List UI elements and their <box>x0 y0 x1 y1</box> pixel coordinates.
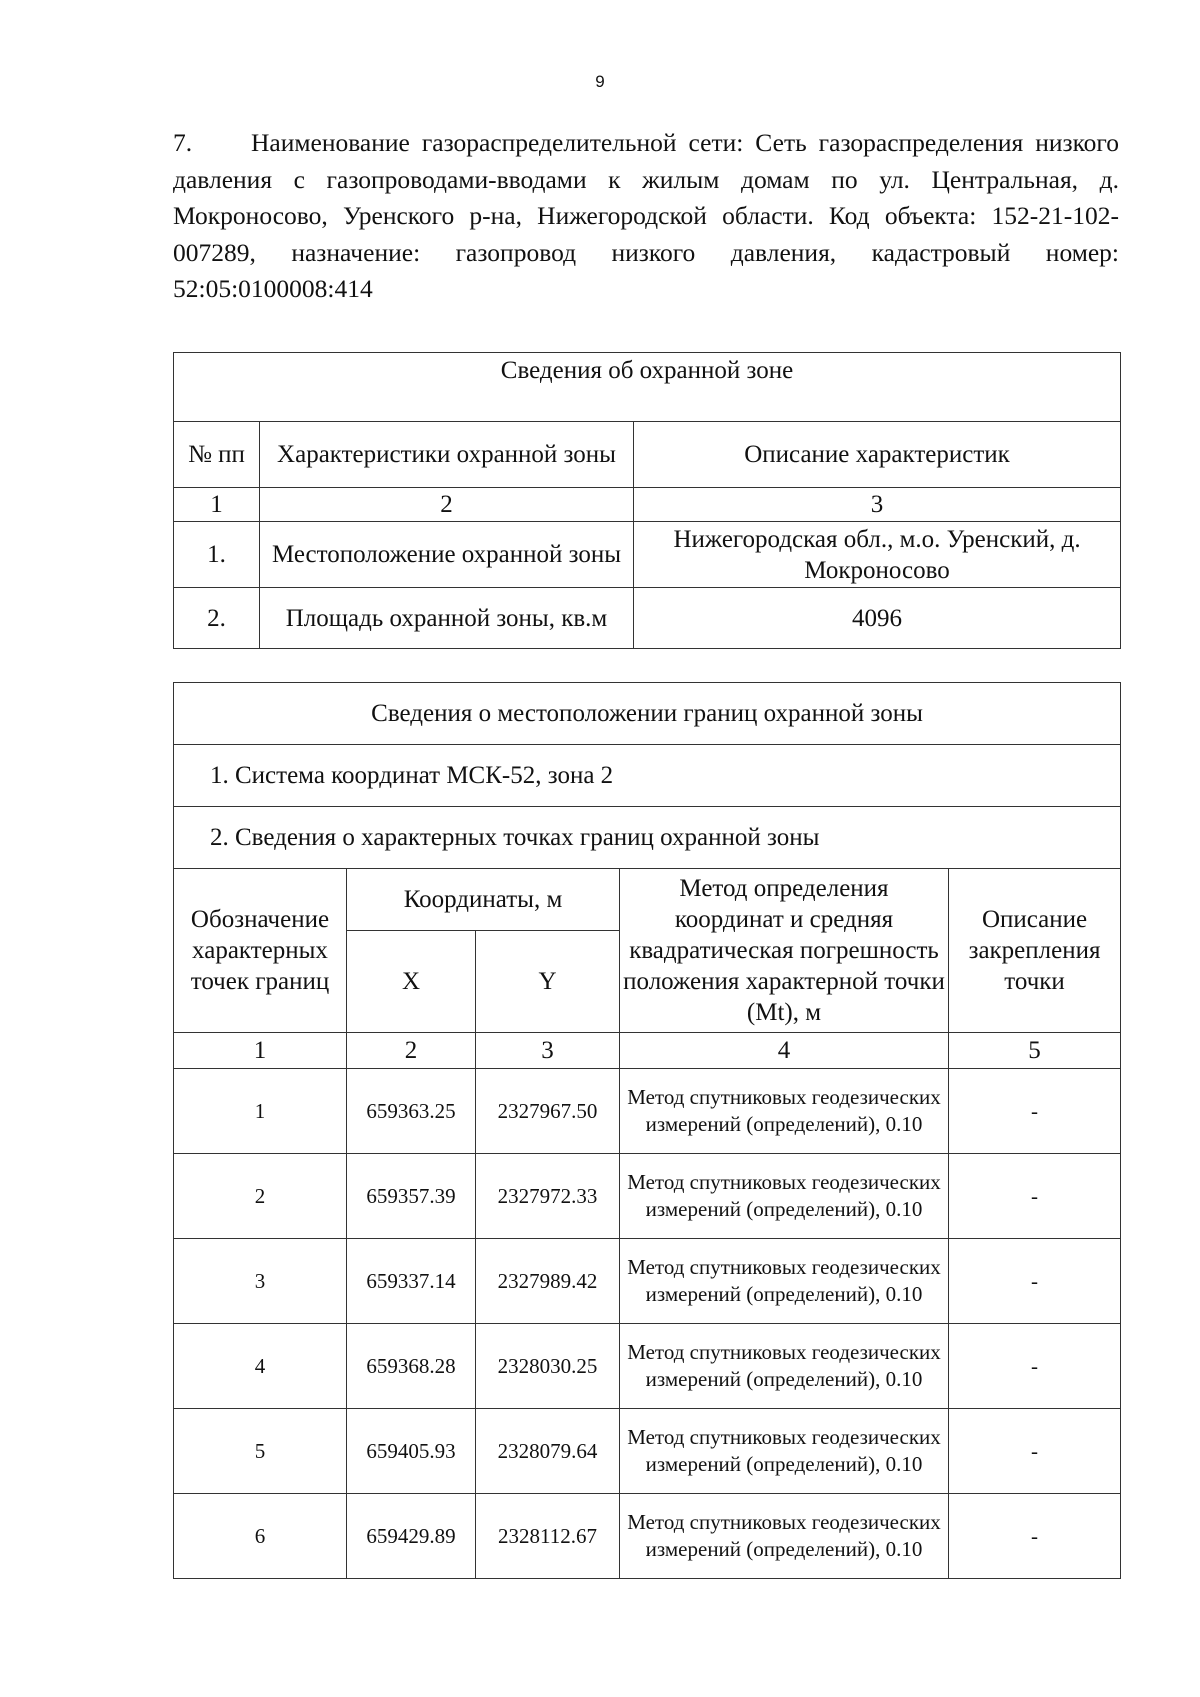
bounds-index-cell: 3 <box>476 1033 620 1069</box>
zone-index-cell: 3 <box>634 488 1121 522</box>
header-designation: Обозначение характерных точек границ <box>174 869 347 1033</box>
bounds-index-cell: 4 <box>620 1033 949 1069</box>
intro-text: Наименование газораспределительной сети: Сеть газораспределения низкого давления с газопроводами-вводами к жилым домам по ул. Центральная, д. Мокроносово, Уренского р-на, Нижегородской области. Код объекта: 152-21-102-007289, назначение: газопровод низкого давления, кадастровый номер: 52:05:0100008:414 <box>173 128 1119 303</box>
zone-table-caption: Сведения об охранной зоне <box>174 353 1121 422</box>
table-row <box>174 522 1121 588</box>
table-row <box>174 1069 1121 1154</box>
point-label: 5 <box>174 1409 347 1494</box>
header-y: Y <box>476 931 620 1033</box>
table-row <box>174 1494 1121 1579</box>
zone-row-number: 1. <box>174 522 260 588</box>
zone-header-number: № пп <box>174 422 260 488</box>
points-section-title: 2. Сведения о характерных точках границ охранной зоны <box>174 807 1121 869</box>
table-row <box>174 1239 1121 1324</box>
bounds-table-caption: Сведения о местоположении границ охранной зоны <box>174 683 1121 745</box>
bounds-index-cell: 2 <box>347 1033 476 1069</box>
boundary-points-table <box>173 682 1121 1579</box>
point-x: 659363.25 <box>347 1069 476 1154</box>
point-x: 659357.39 <box>347 1154 476 1239</box>
zone-header-description: Описание характеристик <box>634 422 1121 488</box>
point-label: 6 <box>174 1494 347 1579</box>
point-y: 2328112.67 <box>476 1494 620 1579</box>
point-x: 659405.93 <box>347 1409 476 1494</box>
intro-paragraph <box>173 125 1119 308</box>
point-fixing: - <box>949 1409 1121 1494</box>
point-fixing: - <box>949 1324 1121 1409</box>
header-method: Метод определения координат и средняя квадратическая погрешность положения характерной точки (Mt), м <box>620 869 949 1033</box>
protection-zone-table <box>173 352 1121 649</box>
point-fixing: - <box>949 1494 1121 1579</box>
point-method: Метод спутниковых геодезических измерений (определений), 0.10 <box>620 1494 949 1579</box>
zone-row-description: Нижегородская обл., м.о. Уренский, д. Мокроносово <box>634 522 1121 588</box>
point-y: 2328030.25 <box>476 1324 620 1409</box>
point-method: Метод спутниковых геодезических измерений (определений), 0.10 <box>620 1409 949 1494</box>
bounds-index-cell: 1 <box>174 1033 347 1069</box>
table-row <box>174 1324 1121 1409</box>
intro-number: 7. <box>173 128 193 157</box>
zone-row-characteristic: Площадь охранной зоны, кв.м <box>260 588 634 649</box>
point-x: 659368.28 <box>347 1324 476 1409</box>
zone-row-description: 4096 <box>634 588 1121 649</box>
zone-header-characteristic: Характеристики охранной зоны <box>260 422 634 488</box>
zone-row-number: 2. <box>174 588 260 649</box>
point-y: 2327989.42 <box>476 1239 620 1324</box>
header-x: X <box>347 931 476 1033</box>
point-method: Метод спутниковых геодезических измерений (определений), 0.10 <box>620 1069 949 1154</box>
point-label: 2 <box>174 1154 347 1239</box>
point-y: 2328079.64 <box>476 1409 620 1494</box>
header-fixing: Описание закрепления точки <box>949 869 1121 1033</box>
zone-index-cell: 1 <box>174 488 260 522</box>
point-method: Метод спутниковых геодезических измерений (определений), 0.10 <box>620 1154 949 1239</box>
bounds-index-cell: 5 <box>949 1033 1121 1069</box>
zone-index-cell: 2 <box>260 488 634 522</box>
point-y: 2327967.50 <box>476 1069 620 1154</box>
point-y: 2327972.33 <box>476 1154 620 1239</box>
point-label: 3 <box>174 1239 347 1324</box>
point-label: 4 <box>174 1324 347 1409</box>
page-number: 9 <box>595 72 605 91</box>
point-fixing: - <box>949 1154 1121 1239</box>
point-method: Метод спутниковых геодезических измерений (определений), 0.10 <box>620 1239 949 1324</box>
zone-row-characteristic: Местоположение охранной зоны <box>260 522 634 588</box>
point-x: 659337.14 <box>347 1239 476 1324</box>
point-fixing: - <box>949 1069 1121 1154</box>
header-coordinates: Координаты, м <box>347 869 620 931</box>
table-row <box>174 1409 1121 1494</box>
table-row <box>174 588 1121 649</box>
coord-system-label: 1. Система координат МСК-52, зона 2 <box>174 745 1121 807</box>
table-row <box>174 1154 1121 1239</box>
point-fixing: - <box>949 1239 1121 1324</box>
point-method: Метод спутниковых геодезических измерений (определений), 0.10 <box>620 1324 949 1409</box>
point-label: 1 <box>174 1069 347 1154</box>
point-x: 659429.89 <box>347 1494 476 1579</box>
